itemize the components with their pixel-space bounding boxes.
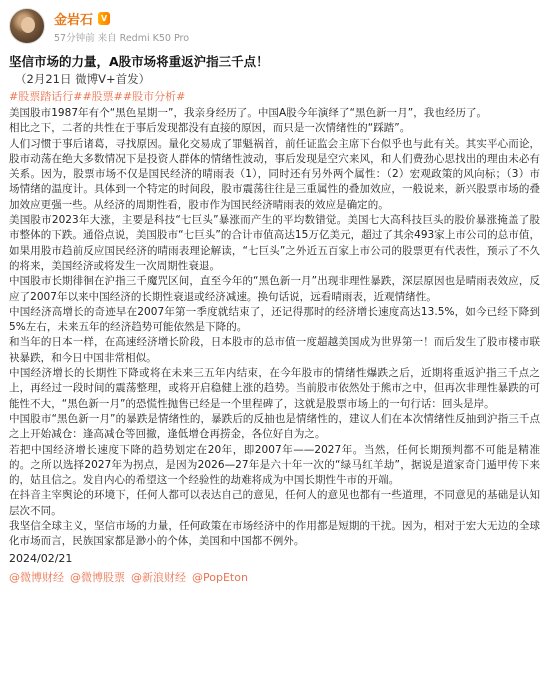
post-header <box>9 0 540 48</box>
tag-link[interactable]: #股市分析# <box>122 90 186 103</box>
post-device: 来自 Redmi K50 Pro <box>97 32 190 44</box>
tag-link[interactable]: #股票# <box>82 90 123 103</box>
mention-link[interactable]: @微博股票 <box>70 570 125 584</box>
post-tags <box>9 88 540 105</box>
paragraph: 中国股市“黑色新一月”的暴跌是情绪性的，暴跌后的反抽也是情绪性的，建议人们在本次情绪性反抽到沪指三千点之上开始减仓：逢高减仓等回撤，逢低增仓再捞金，各位好自为之。 <box>9 412 540 441</box>
author-line <box>54 9 189 28</box>
post-meta <box>54 30 189 44</box>
paragraph: 相比之下，二者的共性在于事后发现都没有直接的原因，而只是一次情绪性的“踩踏”。 <box>9 122 411 135</box>
tag-link[interactable]: #股票踏话行# <box>9 90 83 103</box>
post-body <box>9 106 540 550</box>
avatar-face <box>21 17 35 33</box>
paragraph: 在抖音主宰舆论的环境下，任何人都可以表达自己的意见，任何人的意见也都有一些道理，不同意见的基础是认知层次不同。 <box>9 489 540 517</box>
paragraph: 和当年的日本一样，在高速经济增长阶段，日本股市的总市值一度超越美国成为世界第一！而后发生了股市楼市联袂暴跌，和今日中国非常相似。 <box>9 336 540 364</box>
paragraph: 人们习惯于事后诸葛，寻找原因。量化交易成了罪魁祸首，前任证监会主席下台似乎也与此有关。其实平心而论，股市动荡在绝大多数情况下是投资人群体的情绪性波动，事后发现是空穴来风，和人们费劲心思找出的理由未必有关系。因为，股票市场不仅是国民经济的晴雨表（1），同时还有另外两个属性：（2）宏观政策的风向标；（3）市场情绪的温度计。具体到一个特定的时间段，股市震荡往往是三重属性的叠加效应，一般说来，新兴股票市场的叠加效应更强一些。从经济的周期性看，股市作为国民经济晴雨表的效应是确定的。 <box>9 137 540 211</box>
paragraph: 美国股市1987年有个“黑色星期一”，我亲身经历了。中国A股今年演绎了“黑色新一月”，我也经历了。 <box>9 107 488 119</box>
vip-badge-icon: V <box>98 12 110 25</box>
paragraph: 我坚信全球主义，坚信市场的力量，任何政策在市场经济中的作用都是短期的干扰。因为，相对于宏大无边的全球化市场而言，民族国家都是渺小的个体，美国和中国都不例外。 <box>9 520 540 548</box>
author-name[interactable]: 金岩石 <box>54 12 94 28</box>
mention-link[interactable]: @微博财经 <box>9 570 64 584</box>
post-date: 2024/02/21 <box>9 551 73 565</box>
avatar[interactable] <box>9 8 45 44</box>
paragraph: 若把中国经济增长速度下降的趋势划定在20年，即2007年——2027年。当然，任何长期预判都不可能是精准的。之所以选择2027年为拐点，是因为2026—27年是六十年一次的“绿马红羊劫”，据说是道家奇门遁甲传下来的，姑且信之。发自内心的希望这一个经验性的劫难将成为中国长期性牛市的开端。 <box>9 443 540 487</box>
mention-link[interactable]: @PopEton <box>192 570 248 584</box>
mention-link[interactable]: @新浪财经 <box>131 570 186 584</box>
paragraph: 美国股市2023年大涨，主要是科技“七巨头”暴涨而产生的平均数错觉。美国七大高科技巨头的股价暴涨掩盖了股市整体的下跌。通俗点说，美国股市“七巨头”的合计市值高达15万亿美元，超过了其余493家上市公司的总市值，如果用股市趋前反应国民经济的晴雨表理论解读，“七巨头”之外近五百家上市公司的股票更有代表性，预示了不久的将来，美国经济或将发生一次周期性衰退。 <box>9 214 540 272</box>
paragraph: 中国股市长期徘徊在沪指三千魔咒区间，直至今年的“黑色新一月”出现非理性暴跌，深层原因也是晴雨表效应，反应了2007年以来中国经济的长期性衰退或经济减速。换句话说，远看晴雨表，近观情绪性。 <box>9 275 540 303</box>
post-time: 57分钟前 <box>54 32 95 44</box>
paragraph: 中国经济增长的长期性下降或将在未来三五年内结束，在今年股市的情绪性爆跌之后，近期将重返沪指三千点之上，再经过一段时间的震荡整理，或将开启稳健上涨的趋势。当前股市依然处于熊市之中，但再次非理性暴跌的可能性不大，“黑色新一月”的恐慌性抛售已经是一个里程碑了，这就是股票市场上的一句行话：回头是岸。 <box>9 367 540 410</box>
mention-links <box>9 569 540 587</box>
post-source: （2月21日 微博V+首发） <box>15 72 151 86</box>
author-info <box>54 9 189 44</box>
paragraph: 中国经济高增长的奇迹早在2007年第一季度就结束了，还记得那时的经济增长速度高达13.5%，如今已经下降到5%左右，未来五年的经济趋势可能依然是下降的。 <box>9 305 540 334</box>
post-title: 坚信市场的力量，A股市场将重返沪指三千点！ <box>9 54 269 69</box>
